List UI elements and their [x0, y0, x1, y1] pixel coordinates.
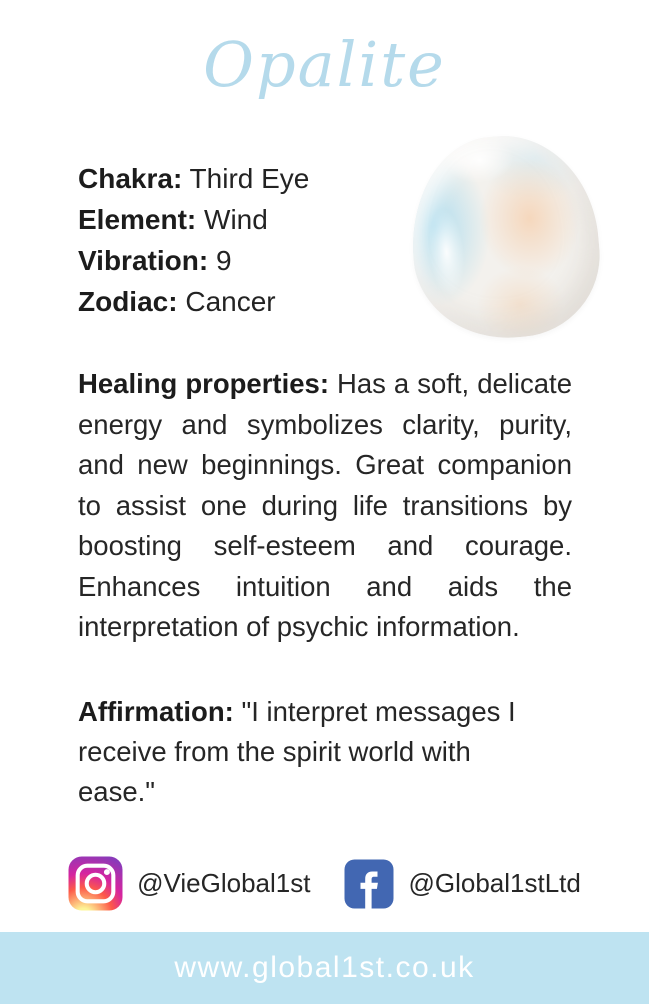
- facebook-handle-item[interactable]: [344, 859, 580, 909]
- healing-properties-label: Healing properties:: [78, 368, 329, 399]
- social-media-row: [0, 856, 649, 911]
- property-chakra-value: Third Eye: [189, 163, 310, 194]
- instagram-icon: [68, 856, 123, 911]
- property-vibration: [78, 240, 309, 281]
- affirmation-paragraph: [78, 692, 540, 812]
- affirmation-text: "I interpret messages I receive from the spirit world with ease.": [78, 696, 516, 807]
- property-vibration-label: Vibration:: [78, 245, 209, 276]
- instagram-handle: @VieGlobal1st: [137, 868, 311, 898]
- property-chakra: [78, 158, 309, 199]
- property-zodiac-label: Zodiac:: [78, 286, 178, 317]
- property-element-label: Element:: [78, 204, 197, 235]
- property-vibration-value: 9: [215, 245, 232, 276]
- facebook-icon: [344, 859, 394, 909]
- property-zodiac-value: Cancer: [185, 286, 276, 317]
- footer-bar: [0, 932, 649, 1004]
- footer-url[interactable]: www.global1st.co.uk: [174, 951, 475, 984]
- healing-properties-paragraph: [78, 364, 572, 648]
- opalite-stone-image: [412, 136, 598, 338]
- properties-list: [78, 158, 309, 322]
- property-chakra-label: Chakra:: [78, 163, 183, 194]
- instagram-handle-item[interactable]: [68, 856, 310, 911]
- healing-properties-text: Has a soft, delicate energy and symbolizes clarity, purity, and new beginnings. Great companion to assist one during life transitions by boosting self-esteem and courage. Enhances intuition and aids the interpretation of psychic information.: [78, 368, 572, 642]
- affirmation-label: Affirmation:: [78, 696, 234, 727]
- property-zodiac: [78, 281, 309, 322]
- opalite-stone: [404, 128, 607, 345]
- page-title: Opalite: [203, 28, 446, 101]
- facebook-handle: @Global1stLtd: [408, 868, 581, 898]
- property-element-value: Wind: [204, 204, 268, 235]
- property-element: [78, 199, 309, 240]
